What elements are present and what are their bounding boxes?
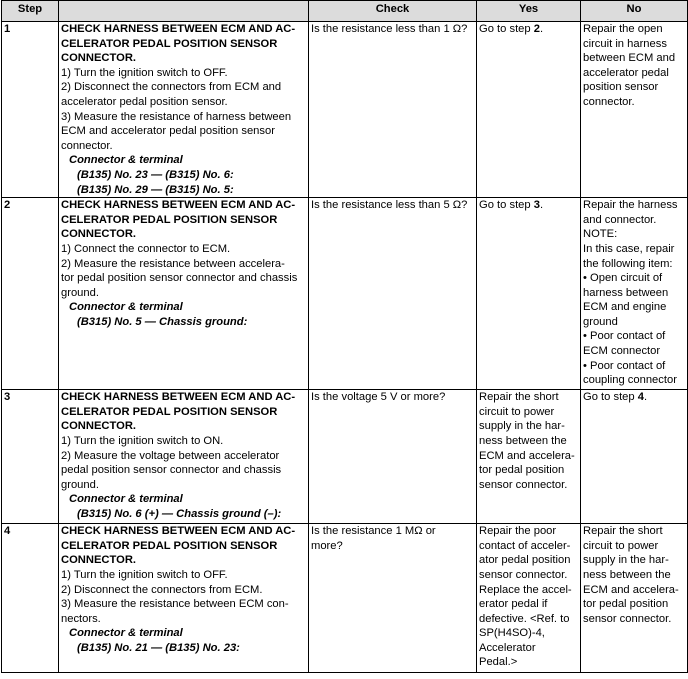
yes-action [477,22,581,198]
connector-terminal-heading: Connector & terminal [69,493,183,506]
no-action [581,390,688,524]
step-title-line: CONNECTOR. [61,420,137,433]
yes-line: Accelerator [479,641,536,654]
check-question: Is the voltage 5 V or more? [309,390,477,524]
step-description [59,22,309,198]
instruction-line: ECM and accelerator pedal position sensor [61,125,275,138]
connector-terminal-item: (B135) No. 21 — (B135) No. 23: [77,641,240,654]
check-question: Is the resistance less than 1 Ω? [309,22,477,198]
step-description [59,524,309,673]
yes-line: ness between the [479,434,567,447]
no-line: ground [583,315,618,328]
step-title-line: CONNECTOR. [61,554,137,567]
no-line: tor pedal position [583,598,669,611]
no-line: In this case, repair [583,242,675,255]
table-row [2,524,688,673]
table-row [2,22,688,198]
instruction-line: pedal position sensor connector and chassis [61,464,282,477]
yes-line: sensor connector. [479,568,568,581]
no-line: sensor connector. [583,612,672,625]
yes-line: Replace the accel- [479,583,572,596]
yes-line: sensor connector. [479,478,568,491]
yes-action [477,524,581,673]
table-row [2,198,688,390]
yes-line: Repair the poor [479,525,557,538]
check-question: Is the resistance less than 5 Ω? [309,198,477,390]
no-line: circuit in harness [583,37,667,50]
step-description [59,198,309,390]
no-line: circuit to power [583,539,659,552]
instruction-line: 1) Turn the ignition switch to ON. [61,434,224,447]
no-line: ECM and engine [583,301,667,314]
table-row [2,390,688,524]
check-line: Is the resistance 1 MΩ or [311,525,436,538]
no-line: and connector. [583,213,657,226]
step-number: 3 [2,390,59,524]
header-no: No [581,1,688,22]
yes-line: tor pedal position [479,464,565,477]
yes-line: circuit to power [479,405,555,418]
no-line: ness between the [583,568,671,581]
no-prefix: Go to step [583,391,638,404]
no-line: Repair the short [583,525,663,538]
instruction-line: 3) Measure the resistance between ECM con- [61,598,289,611]
instruction-line: 1) Turn the ignition switch to OFF. [61,66,228,79]
yes-suffix: . [539,23,544,35]
instruction-line: ground. [61,286,99,299]
yes-line: contact of acceler- [479,539,571,552]
instruction-line: tor pedal position sensor connector and chassis [61,272,298,285]
step-title-line: CHECK HARNESS BETWEEN ECM AND AC- [61,391,296,404]
yes-action [477,390,581,524]
instruction-line: 1) Turn the ignition switch to OFF. [61,568,228,581]
yes-prefix: Go to step [479,199,534,212]
instruction-line: 3) Measure the resistance of harness between [61,110,292,123]
step-title-line: CHECK HARNESS BETWEEN ECM AND AC- [61,525,296,538]
instruction-line: ground. [61,478,99,491]
step-reference: 3 [533,199,540,212]
no-action [581,22,688,198]
connector-terminal-item: (B315) No. 5 — Chassis ground: [77,315,248,328]
instruction-line: accelerator pedal position sensor. [61,95,228,108]
header-yes: Yes [477,1,581,22]
connector-terminal-heading: Connector & terminal [69,627,183,640]
no-line: Repair the harness [583,199,678,212]
check-line: more? [311,539,343,552]
header-check: Check [309,1,477,22]
no-line: connector. [583,95,635,108]
header-row [2,1,688,22]
no-line: ECM and accelera- [583,583,679,596]
yes-line: defective. <Ref. to [479,612,570,625]
instruction-line: 2) Disconnect the connectors from ECM. [61,583,263,596]
step-title-line: CONNECTOR. [61,52,137,65]
no-line: harness between [583,286,669,299]
connector-terminal-heading: Connector & terminal [69,154,183,167]
step-title-line: CHECK HARNESS BETWEEN ECM AND AC- [61,199,296,212]
instruction-line: 2) Measure the voltage between accelerator [61,449,280,462]
yes-prefix: Go to step [479,23,534,35]
step-number: 1 [2,22,59,198]
step-number: 4 [2,524,59,673]
instruction-line: connector. [61,139,113,152]
yes-line: erator pedal if [479,598,548,611]
step-title-line: CHECK HARNESS BETWEEN ECM AND AC- [61,23,296,35]
yes-line: ator pedal position [479,554,571,567]
step-title-line: CELERATOR PEDAL POSITION SENSOR [61,37,278,50]
step-reference: 2 [533,23,540,35]
step-title-line: CELERATOR PEDAL POSITION SENSOR [61,405,278,418]
step-title-line: CELERATOR PEDAL POSITION SENSOR [61,213,278,226]
yes-line: Repair the short [479,391,559,404]
no-action [581,198,688,390]
diagnostic-table [1,0,688,673]
no-line: NOTE: [583,228,618,241]
step-reference: 4 [637,391,644,404]
no-line: supply in the har- [583,554,669,567]
no-line: ECM connector [583,345,661,358]
connector-terminal-heading: Connector & terminal [69,301,183,314]
no-line: Repair the open [583,23,663,35]
no-line: accelerator pedal [583,66,669,79]
no-line: • Poor contact of [583,359,666,372]
no-line: the following item: [583,257,673,270]
step-title-line: CONNECTOR. [61,228,137,241]
yes-line: Pedal.> [479,656,518,669]
step-number: 2 [2,198,59,390]
instruction-line: 1) Connect the connector to ECM. [61,242,231,255]
no-line: • Poor contact of [583,330,666,343]
yes-line: supply in the har- [479,420,565,433]
yes-line: ECM and accelera- [479,449,575,462]
yes-suffix: . [539,199,544,212]
no-line: between ECM and [583,52,676,65]
no-line: position sensor [583,81,659,94]
header-step: Step [2,1,59,22]
yes-line: SP(H4SO)-4, [479,627,545,640]
yes-action [477,198,581,390]
instruction-line: 2) Measure the resistance between accelera- [61,257,285,270]
header-step-detail [59,1,309,22]
no-suffix: . [643,391,648,404]
no-action [581,524,688,673]
connector-terminal-item: (B315) No. 6 (+) — Chassis ground (–): [77,507,282,520]
connector-terminal-item: (B135) No. 29 — (B315) No. 5: [77,183,234,196]
step-description [59,390,309,524]
instruction-line: nectors. [61,612,101,625]
step-title-line: CELERATOR PEDAL POSITION SENSOR [61,539,278,552]
check-question [309,524,477,673]
no-line: coupling connector [583,374,677,387]
instruction-line: 2) Disconnect the connectors from ECM and [61,81,282,94]
connector-terminal-item: (B135) No. 23 — (B315) No. 6: [77,168,234,181]
no-line: • Open circuit of [583,272,663,285]
